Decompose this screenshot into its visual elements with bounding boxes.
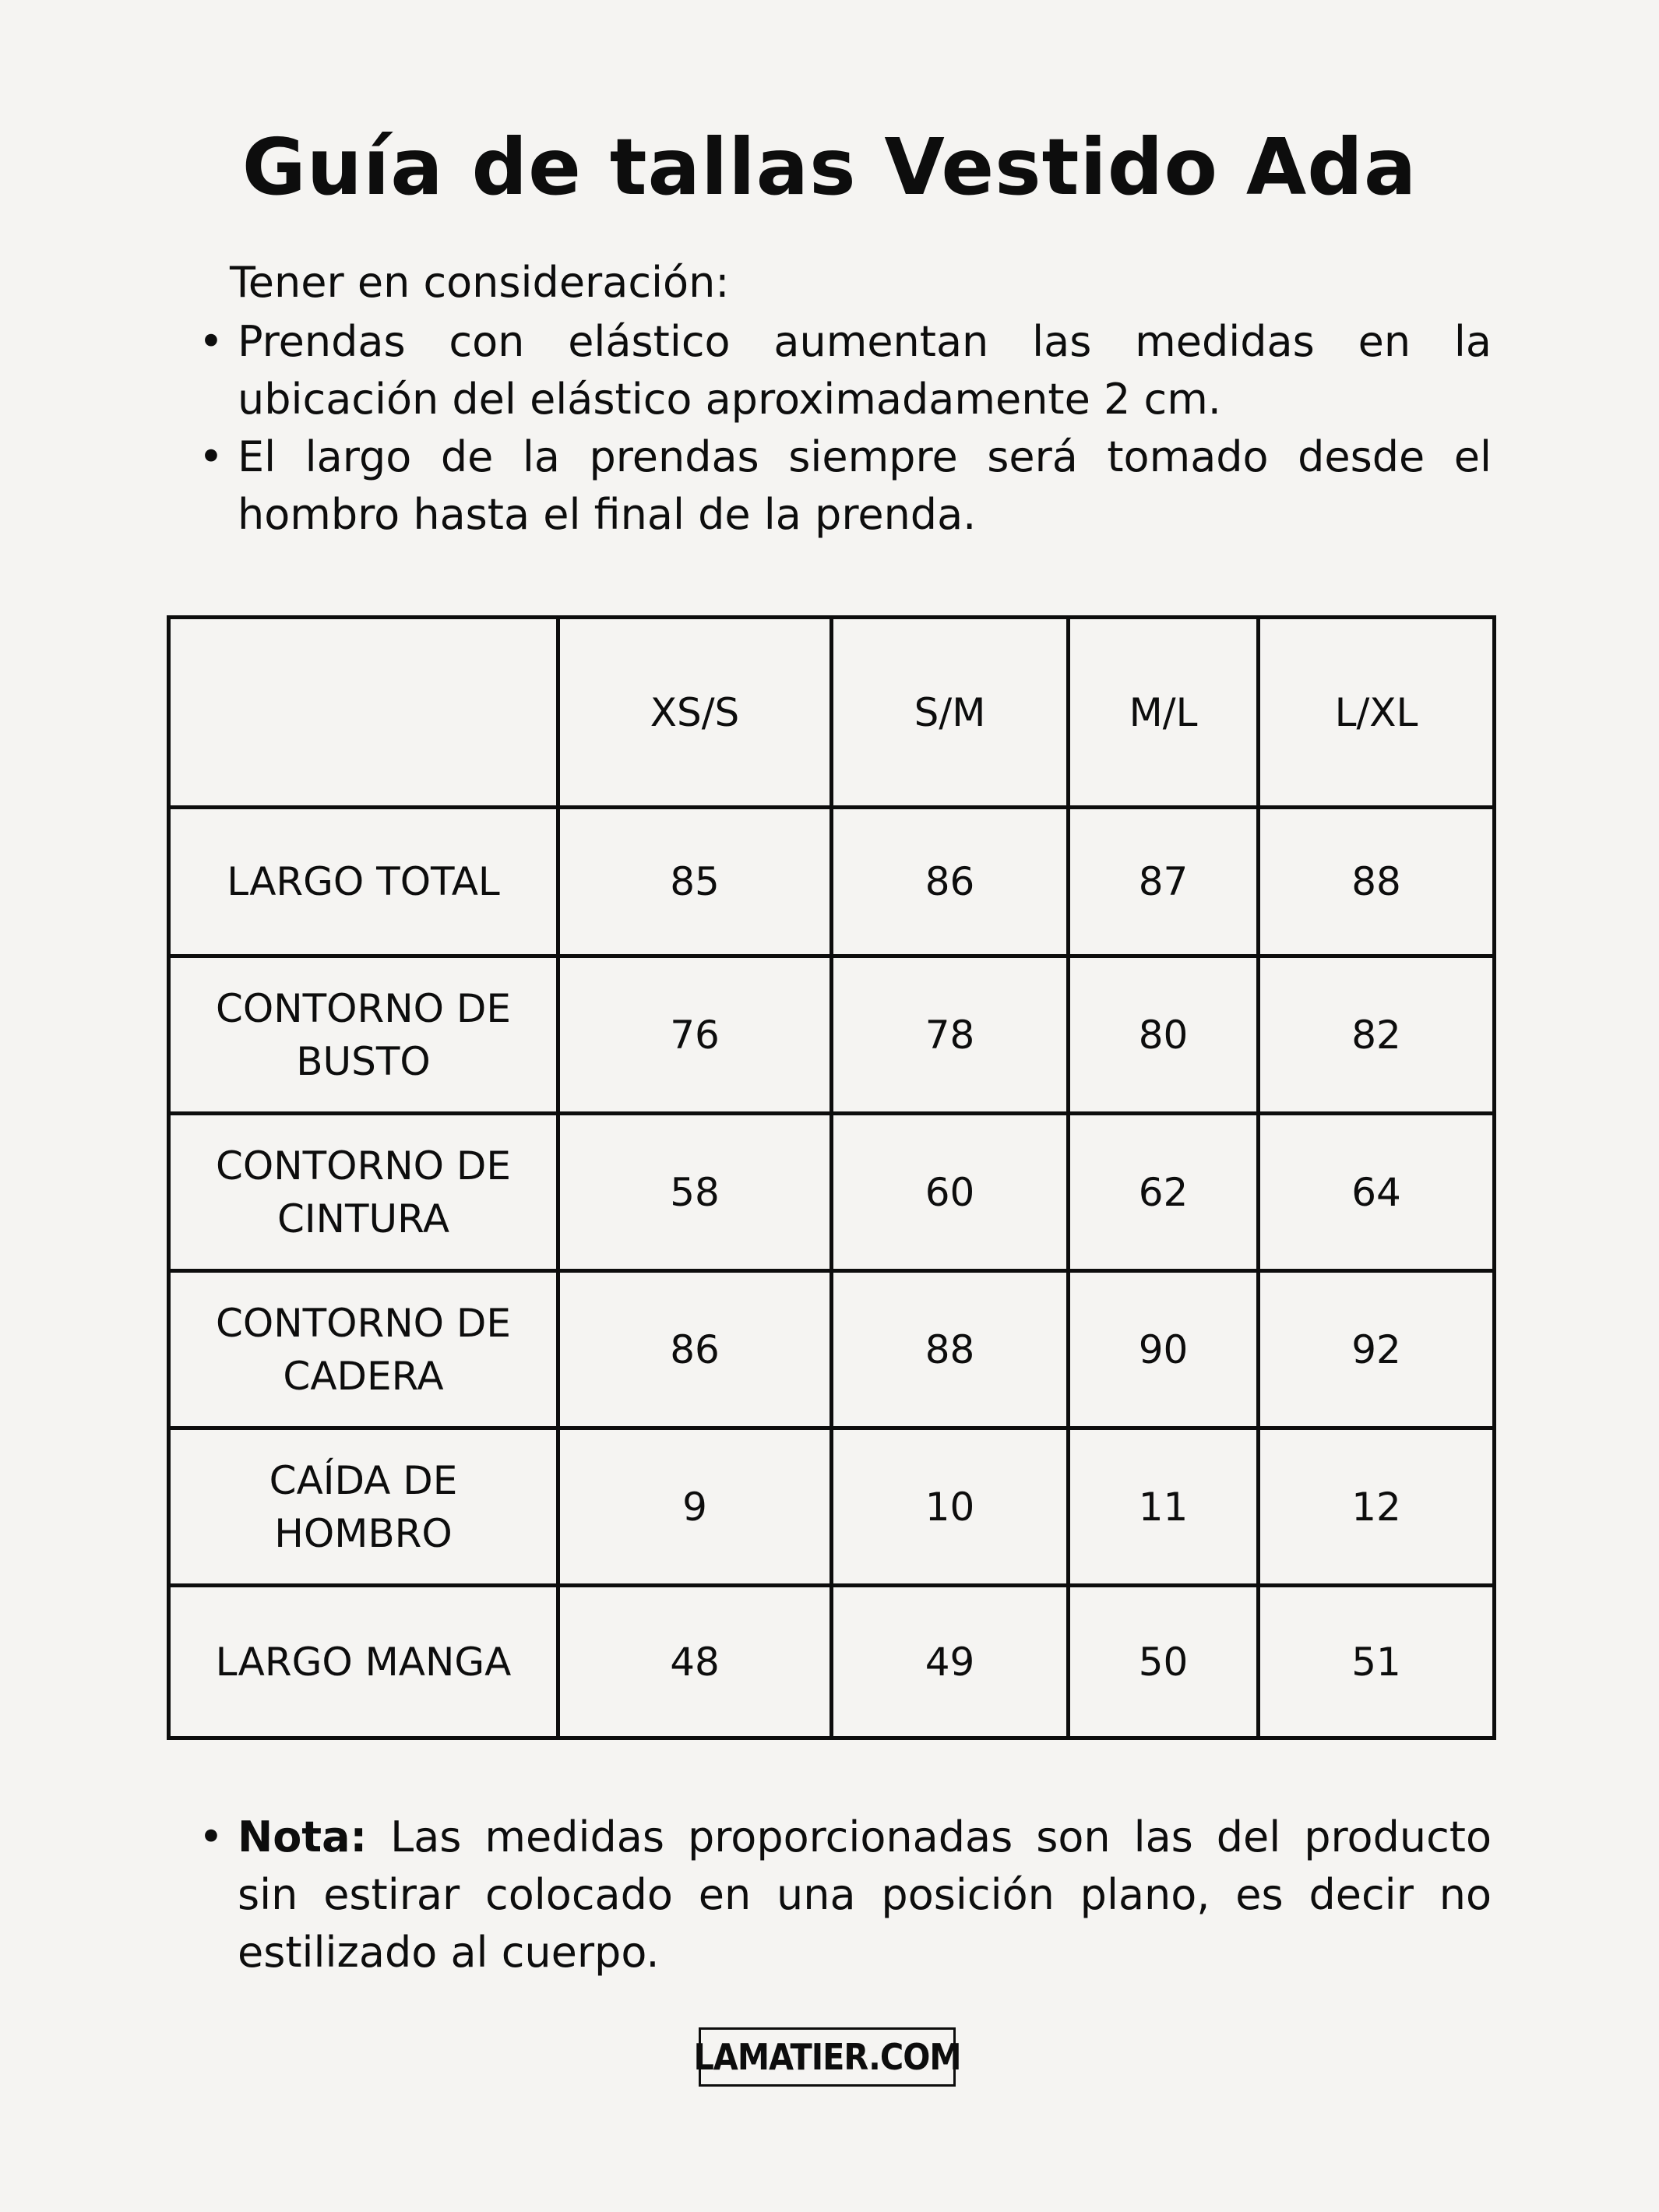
table-cell: 78	[832, 956, 1069, 1114]
table-cell: 48	[558, 1586, 832, 1738]
table-cell: 49	[832, 1586, 1069, 1738]
brand-badge: LAMATIER.COM	[699, 2027, 956, 2087]
table-cell: 88	[832, 1271, 1069, 1428]
table-cell: 92	[1259, 1271, 1495, 1428]
table-cell: 58	[558, 1114, 832, 1271]
table-row	[169, 956, 1495, 1114]
row-label: LARGO MANGA	[169, 1586, 558, 1738]
table-cell: 51	[1259, 1586, 1495, 1738]
table-cell: 64	[1259, 1114, 1495, 1271]
size-table	[167, 615, 1496, 1740]
header-size-s-m: S/M	[832, 618, 1069, 808]
footnote-text: Las medidas proporcionadas son las del producto sin estirar colocado en una posición plano, es decir no estilizado al cuerpo.	[238, 1812, 1492, 1977]
table-row	[169, 808, 1495, 956]
table-cell: 90	[1069, 1271, 1259, 1428]
table-row	[169, 1428, 1495, 1586]
table-cell: 76	[558, 956, 832, 1114]
note-elastic: • Prendas con elástico aumentan las medidas en la ubicación del elástico aproximadamente 2 cm.	[199, 313, 1492, 428]
row-label: CONTORNO DE BUSTO	[169, 956, 558, 1114]
table-cell: 86	[558, 1271, 832, 1428]
row-label: CAÍDA DE HOMBRO	[169, 1428, 558, 1586]
table-row	[169, 1586, 1495, 1738]
table-cell: 86	[832, 808, 1069, 956]
header-size-m-l: M/L	[1069, 618, 1259, 808]
table-cell: 88	[1259, 808, 1495, 956]
table-cell: 10	[832, 1428, 1069, 1586]
table-cell: 62	[1069, 1114, 1259, 1271]
footnote-label: Nota:	[238, 1812, 368, 1862]
row-label: LARGO TOTAL	[169, 808, 558, 956]
table-cell: 87	[1069, 808, 1259, 956]
table-cell: 50	[1069, 1586, 1259, 1738]
row-label: CONTORNO DE CADERA	[169, 1271, 558, 1428]
header-size-l-xl: L/XL	[1259, 618, 1495, 808]
table-cell: 9	[558, 1428, 832, 1586]
note-length: • El largo de la prendas siempre será tomado desde el hombro hasta el final de la prenda.	[199, 428, 1492, 544]
header-size-xs-s: XS/S	[558, 618, 832, 808]
footnote	[199, 1809, 1492, 1981]
page-title: Guía de tallas Vestido Ada	[241, 122, 1418, 213]
table-cell: 60	[832, 1114, 1069, 1271]
header-empty-cell	[169, 618, 558, 808]
table-row	[169, 1271, 1495, 1428]
table-cell: 82	[1259, 956, 1495, 1114]
intro-text: Tener en consideración:	[230, 258, 730, 307]
footnote-list	[199, 1809, 1492, 1981]
notes-list	[199, 313, 1492, 544]
table-cell: 11	[1069, 1428, 1259, 1586]
table-header-row	[169, 618, 1495, 808]
table-cell: 85	[558, 808, 832, 956]
row-label: CONTORNO DE CINTURA	[169, 1114, 558, 1271]
table-cell: 80	[1069, 956, 1259, 1114]
table-row	[169, 1114, 1495, 1271]
table-cell: 12	[1259, 1428, 1495, 1586]
